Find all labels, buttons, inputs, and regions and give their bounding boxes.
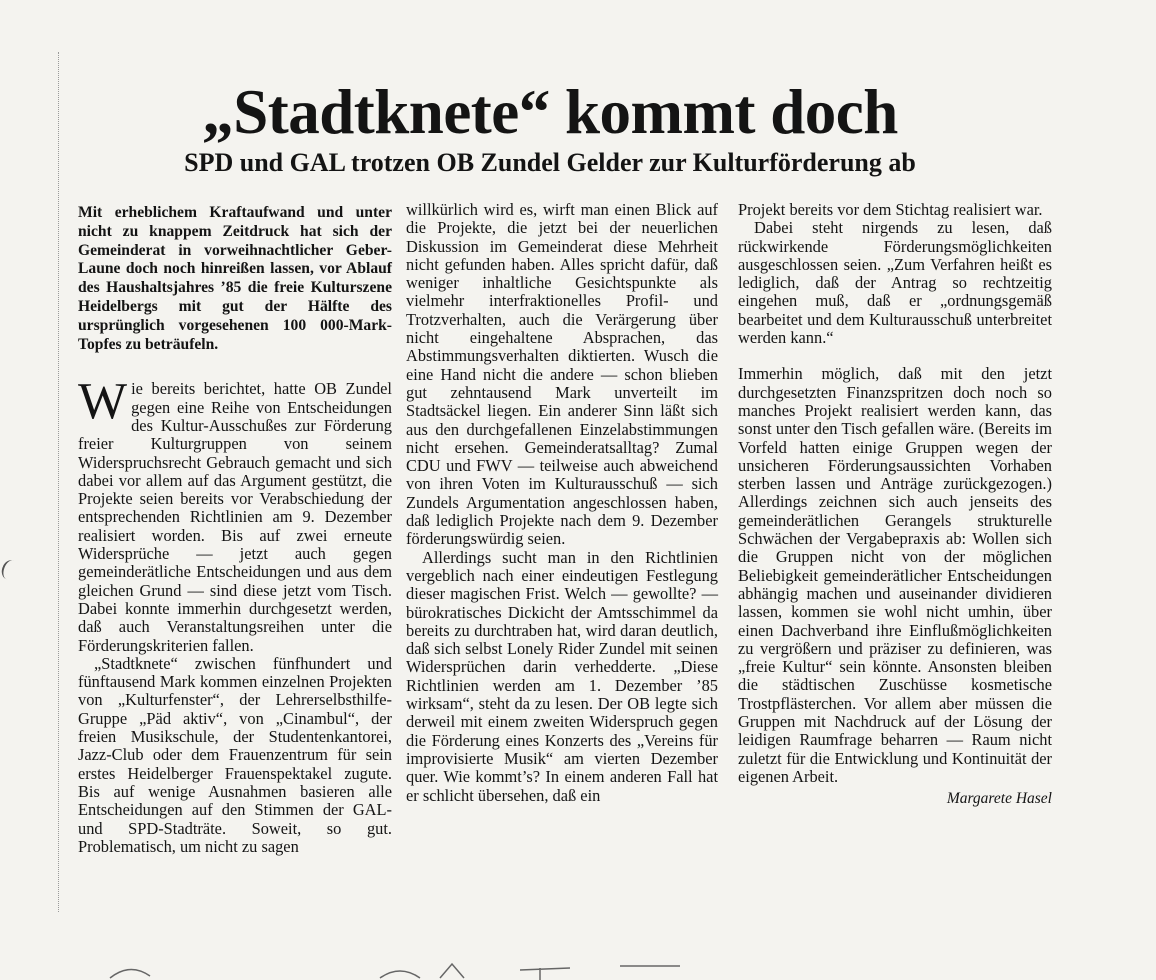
column-2: [406, 201, 718, 805]
body-paragraph: Allerdings sucht man in den Richtlinien vergeblich nach einer eindeutigen Festlegung dieser magischen Frist. Welch — gewollte? — bürokratisches Dickicht der Amtsschimmel da bereits zu durchtraben hat, wird daran deutlich, daß sich selbst Lonely Rider Zundel mit seinen Widersprüchen darin verhedderte. „Diese Richtlinien werden am 1. Dezember ’85 wirksam“, steht da zu lesen. Der OB legte sich derweil mit einem zweiten Widerspruch gegen die Förderung eines Konzerts des „Vereins für improvisierte Musik“ am vierten Dezember quer. Wie kommt’s? In einem anderen Fall hat er schlicht übersehen, daß ein: [406, 547, 718, 805]
column-1: [78, 204, 392, 856]
column-3: [738, 201, 1052, 809]
headline: „Stadtknete“ kommt doch: [202, 77, 898, 147]
margin-mark: [0, 558, 21, 582]
body-paragraph: „Stadtknete“ zwischen fünfhundert und fünftausend Mark kommen einzelnen Projekten von „Kulturfenster“, der Lehrerselbsthilfe-Gruppe „Päd aktiv“, von „Cinambul“, der freien Musikschule, der Studentenkantorei, Jazz-Club oder dem Frauenzentrum für sein erstes Heidelberger Frauenspektakel zugute. Bis auf wenige Ausnahmen basieren alle Entscheidungen auf den Stimmen der GAL- und SPD-Stadträte. Soweit, so gut. Problematisch, um nicht zu sagen: [78, 653, 392, 856]
body-paragraph: Projekt bereits vor dem Stichtag realisiert war.: [738, 200, 1043, 219]
handwriting-scribble: [100, 960, 700, 980]
body-paragraph: Dabei steht nirgends zu lesen, daß rückwirkende Förderungsmöglichkeiten ausgeschlossen seien. „Zum Verfahren heißt es lediglich, daß der Antrag so rechtzeitig eingehen muß, daß er „ordnungsgemäß bearbeitet und dem Kulturausschuß unterbreitet werden kann.“: [738, 218, 1052, 348]
paragraph-text: ie bereits berichtet, hatte OB Zundel gegen eine Reihe von Entscheidungen des Kultur-Ausschußes zur Förderung freier Kulturgruppen von seinem Widerspruchsrecht Gebrauch gemacht und sich dabei vor allem auf das Argument gestützt, die Projekte seien bereits vor Verabschiedung der entsprechenden Richtlinien am 9. Dezember realisiert worden. Bis auf zwei erneute Widersprüche — jetzt auch gegen gemeinderätliche Entscheidungen und aus dem gleichen Grund — sind diese jetzt vom Tisch. Dabei konnte immerhin durchgesetzt werden, daß auch Veranstaltungsreihen unter die Förderungskriterien fallen.: [78, 379, 392, 655]
body-paragraph: [78, 373, 392, 655]
body-paragraph: Immerhin möglich, daß mit den jetzt durchgesetzten Finanzspritzen doch noch so manches Projekt realisiert werden kann, das sonst unter den Tisch gefallen wäre. (Bereits im Vorfeld hatten einige Gruppen wegen der unsicheren Förderungsaussichten Vorhaben sterben lassen und Anträge zurückgezogen.) Allerdings zeichnen sich auch jenseits des gemeinderätlichen Gerangels strukturelle Schwächen der Vergabepraxis ab: Wollen sich die Gruppen nicht von der möglichen Beliebigkeit gemeinderätlicher Entscheidungen abhängig machen und auseinander dividieren lassen, kommen sie wohl nicht umhin, über einen Dachverband ihre Einflußmöglichkeiten zu vergrößern und präziser zu definieren, was „freie Kultur“ sein könnte. Ansonsten bleiben die städtischen Zuschüsse kosmetische Trostpflästerchen. Vor allem aber müssen die Gruppen mit Nachdruck auf der Lösung der leidigen Raumfrage beharren — Raum nicht zuletzt für die Entwicklung und Kontinuität der eigenen Arbeit.: [738, 364, 1052, 786]
subheadline: SPD und GAL trotzen OB Zundel Gelder zur Kulturförderung ab: [184, 148, 916, 177]
scan-edge: [58, 52, 60, 912]
drop-cap: W: [78, 373, 128, 431]
lead-paragraph: Mit erheblichem Kraftaufwand und unter nicht zu knappem Zeitdruck hat sich der Gemeinderat in vorweihnachtlicher Geber-Laune doch noch hinreißen lassen, vor Ablauf des Haushaltsjahres ’85 die freie Kulturszene Heidelbergs mit gut der Hälfte des ursprünglich vorgesehenen 100 000-Mark-Topfes zu beträufeln.: [78, 204, 392, 353]
author-byline: Margarete Hasel: [946, 790, 1052, 808]
body-paragraph: willkürlich wird es, wirft man einen Blick auf die Projekte, die jetzt bei der neuerlichen Diskussion im Gemeinderat diese Mehrheit nicht gefunden haben. Alles spricht dafür, daß weniger inhaltliche Gesichtspunkte als vielmehr interfraktionelles Profil- und Trotzverhalten, auch die Verärgerung über nicht eingehaltene Absprachen, das Abstimmungsverhalten diktierten. Wusch die eine Hand nicht die andere — schon blieben gut zehntausend Mark unverteilt im Stadtsäckel liegen. Ein anderer Sinn läßt sich aus den durchgefallenen Einzelabstimmungen nicht ersehen. Gemeinderatsalltag? Zumal CDU und FWV — teilweise auch abweichend von ihren Voten im Kulturausschuß — sich Zundels Argumentation angeschlossen haben, daß lediglich Projekte nach dem 9. Dezember förderungswürdig seien.: [406, 200, 718, 549]
